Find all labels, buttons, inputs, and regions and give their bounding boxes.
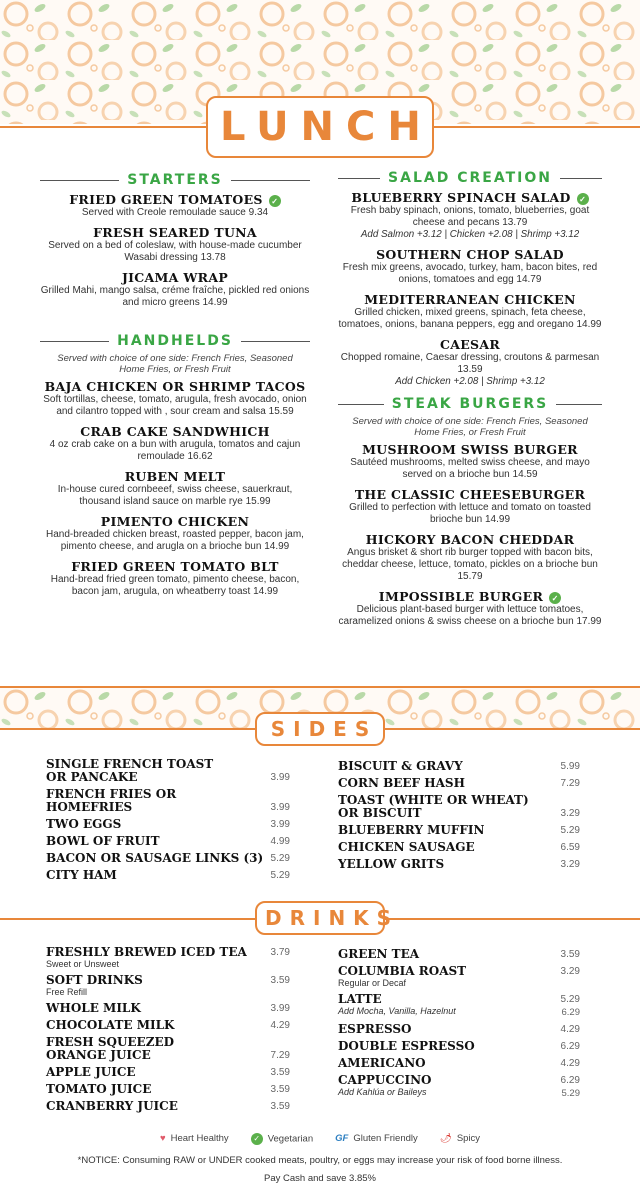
sides-title: SIDES [255,712,385,746]
item-name: FRIED GREEN TOMATO BLT [71,559,279,574]
item-name: SOFT DRINKS [46,973,143,987]
item-price-alt: 6.29 [561,1007,580,1018]
item-name: HICKORY BACON CHEDDAR [365,532,575,547]
item-price: 3.59 [270,1101,290,1112]
item-price: 3.99 [270,1003,290,1014]
item-name: CHICKEN SAUSAGE [338,840,475,854]
list-item [46,1036,290,1062]
list-item [338,1023,580,1036]
handhelds-heading [40,333,310,349]
item-name: CRANBERRY JUICE [46,1099,178,1113]
item-price: 5.29 [560,994,580,1005]
item-desc: Hand-bread fried green tomato, pimento cheese, bacon, bacon jam, arugula, on wheatberry toast 14.99 [50,574,300,597]
item-sub: Free Refill [46,987,88,997]
item-name: CAESAR [439,337,501,352]
item-name: APPLE JUICE [46,1065,136,1079]
menu-item [40,379,310,418]
item-desc: 4 oz crab cake on a bun with arugula, tomatos and cajun remoulade 16.62 [49,439,301,462]
item-name: FRIED GREEN TOMATOES [69,192,263,207]
item-desc: Angus brisket & short rib burger topped with bacon bits, cheddar cheese, lettuce, tomato, pickles on a brioche bun 15.79 [342,547,598,582]
item-name: BLUEBERRY SPINACH SALAD [351,190,571,205]
list-item [338,824,580,837]
section-title: STEAK BURGERS [391,396,549,412]
list-item [338,965,580,989]
item-name: FRESH SEARED TUNA [93,225,257,240]
item-desc: Grilled chicken, mixed greens, spinach, feta cheese, tomatoes, onions, banana peppers, egg and oregano 14.99 [338,307,602,330]
sides-left-list [46,758,290,886]
item-desc: In-house cured cornbeeef, swiss cheese, sauerkraut, thousand island sauce on marble rye 15.99 [57,484,293,507]
item-desc: Fresh mix greens, avocado, turkey, ham, bacon bites, red onions, tomatoes and egg 14.79 [342,262,598,285]
list-item [46,758,290,784]
list-item [46,1002,290,1015]
menu-item [338,532,602,583]
item-price: 3.59 [270,1067,290,1078]
legend-heart: ♥ Heart Healthy [159,1133,229,1144]
legend [0,1133,640,1145]
item-name: MUSHROOM SWISS BURGER [362,442,578,457]
vegetarian-icon: ✓ [549,592,561,604]
item-price: 4.29 [560,1058,580,1069]
item-name: SOUTHERN CHOP SALAD [376,247,564,262]
section-note: Served with choice of one side: French Fries, Seasoned Home Fries, or Fresh Fruit [352,416,588,438]
list-item [338,1074,580,1100]
item-price: 3.59 [270,975,290,986]
item-desc: Fresh baby spinach, onions, tomato, blueberries, goat cheese and pecans 13.79 [350,205,590,228]
list-item [46,1100,290,1113]
menu-item [40,559,310,598]
list-item [338,794,580,820]
item-name: BOWL OF FRUIT [46,834,160,848]
item-name: LATTE [338,992,382,1006]
menu-item [40,225,310,264]
item-price: 3.59 [560,949,580,960]
item-name: FRENCH FRIES OR HOMEFRIES [46,787,177,814]
section-title: SALAD CREATION [388,170,552,186]
item-name: IMPOSSIBLE BURGER [378,589,544,604]
item-price: 6.59 [560,842,580,853]
list-item [338,841,580,854]
list-item [46,852,290,865]
item-addons: Add Chicken +2.08 | Shrimp +3.12 [395,376,545,387]
menu-item [338,247,602,286]
menu-item [338,292,602,331]
item-price: 4.99 [270,836,290,847]
list-item [338,760,580,773]
item-name: COLUMBIA ROAST [338,964,467,978]
item-name: AMERICANO [338,1056,426,1070]
item-name: CAPPUCCINO [338,1073,432,1087]
item-sub: Add Kahlúa or Baileys [338,1087,427,1097]
item-desc: Delicious plant-based burger with lettuce tomatoes, caramelized onions & swiss cheese on a brioche bun 17.99 [338,604,602,627]
section-title: HANDHELDS [117,333,233,349]
item-price: 3.29 [560,966,580,977]
menu-item [40,469,310,508]
item-name: SINGLE FRENCH TOAST OR PANCAKE [46,757,214,784]
menu-item [338,337,602,388]
item-price: 7.29 [560,778,580,789]
drinks-left-list [46,946,290,1117]
item-name: CRAB CAKE SANDWHICH [80,424,270,439]
menu-item [40,270,310,309]
list-item [338,993,580,1019]
item-name: CITY HAM [46,868,117,882]
item-price: 3.79 [270,947,290,958]
gluten-friendly-icon: GF [335,1133,349,1144]
vegetarian-icon: ✓ [269,195,281,207]
menu-item [338,487,602,526]
item-desc: Grilled Mahi, mango salsa, créme fraîche, pickled red onions and micro greens 14.99 [40,285,310,308]
menu-item [338,589,602,628]
right-column [338,170,602,634]
salad-heading [338,170,602,186]
item-desc: Sautéed mushrooms, melted swiss cheese, and mayo served on a brioche bun 14.59 [350,457,590,480]
heart-icon: ♥ [159,1133,166,1144]
item-desc: Served on a bed of coleslaw, with house-made cucumber Wasabi dressing 13.78 [48,240,302,263]
legend-spicy: 🌶 Spicy [439,1133,481,1144]
item-price: 6.29 [560,1075,580,1086]
item-price: 6.29 [560,1041,580,1052]
item-price: 5.99 [560,761,580,772]
item-name: JICAMA WRAP [121,270,229,285]
list-item [338,1040,580,1053]
list-item [46,1083,290,1096]
item-price: 3.99 [270,802,290,813]
burgers-heading [338,396,602,412]
item-price: 5.29 [270,870,290,881]
sides-right-list [338,760,580,875]
item-desc: Hand-breaded chicken breast, roasted pepper, bacon jam, pimento cheese, and arugla on a brioche bun 14.99 [46,529,304,552]
menu-item [338,190,602,241]
item-sub: Regular or Decaf [338,978,407,988]
list-item [338,777,580,790]
item-price: 4.29 [270,1020,290,1031]
section-title: STARTERS [127,172,223,188]
list-item [46,946,290,970]
list-item [46,1019,290,1032]
item-name: PIMENTO CHICKEN [100,514,250,529]
item-name: RUBEN MELT [124,469,226,484]
item-name: YELLOW GRITS [338,857,445,871]
legend-veg: ✓ Vegetarian [251,1133,313,1145]
item-name: TOMATO JUICE [46,1082,152,1096]
item-desc: Served with Creole remoulade sauce 9.34 [81,207,269,218]
item-desc: Grilled to perfection with lettuce and tomato on toasted brioche bun 14.99 [349,502,591,525]
item-name: TOAST (WHITE OR WHEAT) OR BISCUIT [338,793,529,820]
item-name: BISCUIT & GRAVY [338,759,463,773]
item-name: TWO EGGS [46,817,122,831]
menu-item [338,442,602,481]
item-name: THE CLASSIC CHEESEBURGER [354,487,586,502]
item-name: FRESH SQUEEZED ORANGE JUICE [46,1035,175,1062]
item-price-alt: 5.29 [561,1088,580,1099]
menu-item [40,514,310,553]
item-name: DOUBLE ESPRESSO [338,1039,475,1053]
menu-item [40,192,310,219]
item-addons: Add Salmon +3.12 | Chicken +2.08 | Shrimp +3.12 [360,229,580,240]
item-name: MEDITERRANEAN CHICKEN [364,292,576,307]
menu-item [40,424,310,463]
list-item [338,1057,580,1070]
list-item [338,948,580,961]
list-item [46,1066,290,1079]
cash-discount-text: Pay Cash and save 3.85% [264,1173,376,1184]
starters-heading [40,172,310,188]
item-price: 3.99 [270,819,290,830]
left-column [40,172,310,604]
item-name: CORN BEEF HASH [338,776,465,790]
vegetarian-icon: ✓ [251,1133,263,1145]
drinks-right-list [338,948,580,1104]
list-item [46,818,290,831]
item-name: CHOCOLATE MILK [46,1018,175,1032]
page-title: LUNCH [206,96,434,158]
list-item [46,788,290,814]
list-item [338,858,580,871]
notice-text: *NOTICE: Consuming RAW or UNDER cooked meats, poultry, or eggs may increase your risk of food borne illness. [77,1155,563,1166]
list-item [46,835,290,848]
item-price: 5.29 [270,853,290,864]
legend-gf: GF Gluten Friendly [335,1133,418,1144]
item-name: WHOLE MILK [46,1001,141,1015]
section-note: Served with choice of one side: French Fries, Seasoned Home Fries, or Fresh Fruit [57,353,293,375]
chili-pepper-icon: 🌶 [439,1133,452,1144]
drinks-title: DRINKS [255,901,385,935]
item-name: BAJA CHICKEN OR SHRIMP TACOS [44,379,306,394]
item-price: 3.59 [270,1084,290,1095]
list-item [46,974,290,998]
item-name: GREEN TEA [338,947,420,961]
item-price: 3.99 [270,772,290,783]
item-name: ESPRESSO [338,1022,412,1036]
item-desc: Soft tortillas, cheese, tomato, arugula, fresh avocado, onion and cilantro topped with , sour cream and salsa 15.59 [43,394,307,417]
item-price: 3.29 [560,808,580,819]
item-name: BLUEBERRY MUFFIN [338,823,485,837]
item-price: 4.29 [560,1024,580,1035]
list-item [46,869,290,882]
item-price: 5.29 [560,825,580,836]
item-desc: Chopped romaine, Caesar dressing, croutons & parmesan 13.59 [340,352,600,375]
item-name: FRESHLY BREWED ICED TEA [46,945,247,959]
item-sub: Sweet or Unsweet [46,959,120,969]
vegetarian-icon: ✓ [577,193,589,205]
item-name: BACON OR SAUSAGE LINKS (3) [46,851,264,865]
item-sub: Add Mocha, Vanilla, Hazelnut [338,1006,456,1016]
item-price: 7.29 [270,1050,290,1061]
item-price: 3.29 [560,859,580,870]
